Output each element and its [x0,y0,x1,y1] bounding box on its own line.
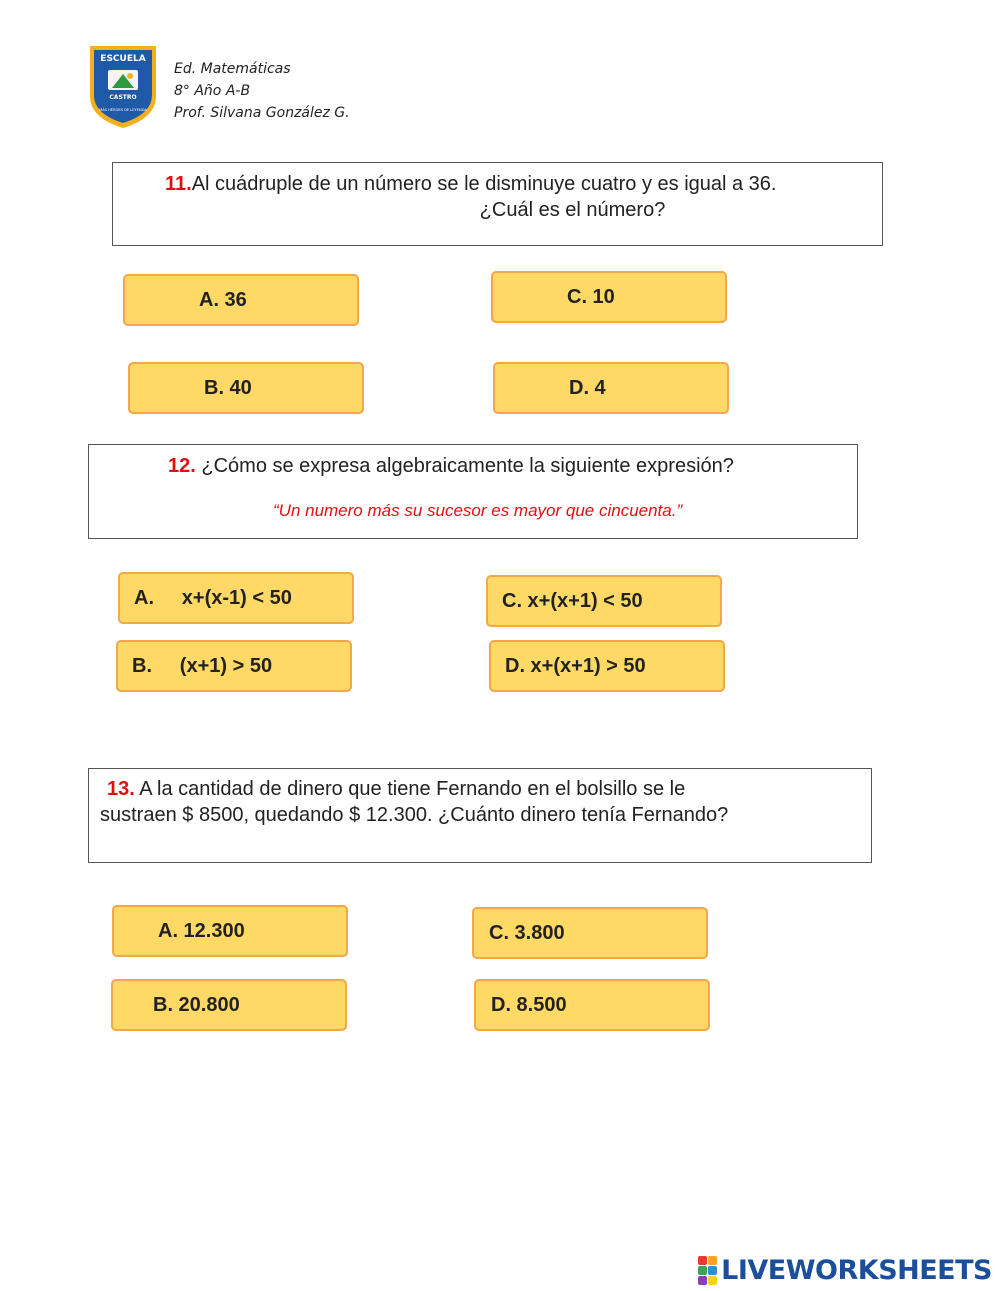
question-text-line2: sustraen $ 8500, quedando $ 12.300. ¿Cuánto dinero tenía Fernando? [100,804,729,826]
q12-option-d[interactable]: D. x+(x+1) > 50 [489,640,725,692]
q11-option-a[interactable]: A. 36 [123,274,359,326]
school-logo [88,44,158,130]
question-text: A la cantidad de dinero que tiene Fernando en el bolsillo se le [134,778,686,800]
question-text: ¿Cómo se expresa algebraicamente la siguiente expresión? [195,455,734,477]
question-12-box [88,444,858,539]
q13-option-a[interactable]: A. 12.300 [112,905,348,957]
question-text-line2: ¿Cuál es el número? [479,199,666,221]
q13-option-b[interactable]: B. 20.800 [111,979,347,1031]
question-number: 12. [168,455,196,477]
question-text: Al cuádruple de un número se le disminuye cuatro y es igual a 36. [191,173,777,195]
logo-title: ESCUELA [100,54,146,64]
logo-subtitle: CASTRO [109,94,137,101]
question-number: 11. [165,173,192,195]
q12-option-c[interactable]: C. x+(x+1) < 50 [486,575,722,627]
brand-name: LIVEWORKSHEETS [721,1254,992,1286]
question-11-box [112,162,883,246]
q12-option-a[interactable]: A. x+(x-1) < 50 [118,572,354,624]
q11-option-b[interactable]: B. 40 [128,362,364,414]
header-info [174,58,350,124]
question-13-box [88,768,872,863]
question-quote: “Un numero más su sucesor es mayor que cincuenta.” [273,501,683,520]
q13-option-c[interactable]: C. 3.800 [472,907,708,959]
subject-label: Ed. Matemáticas [174,61,291,77]
teacher-label: Prof. Silvana González G. [174,105,350,121]
brand-logo-icon [698,1256,717,1285]
logo-motto: MÁS HÉROES DE LEYENDA [99,108,147,112]
grade-label: 8° Año A-B [174,83,251,99]
q12-option-b[interactable]: B. (x+1) > 50 [116,640,352,692]
liveworksheets-brand [698,1254,992,1286]
q13-option-d[interactable]: D. 8.500 [474,979,710,1031]
question-number: 13. [107,778,135,800]
q11-option-c[interactable]: C. 10 [491,271,727,323]
q11-option-d[interactable]: D. 4 [493,362,729,414]
